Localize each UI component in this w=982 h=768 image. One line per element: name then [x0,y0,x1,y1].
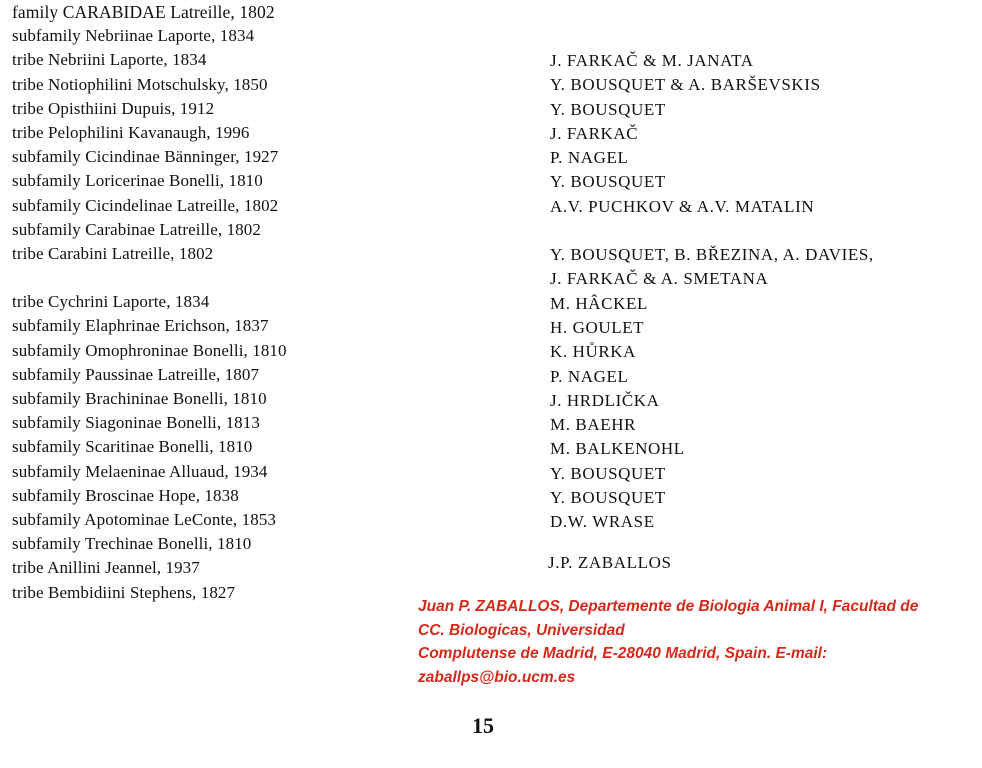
author-line: Y. BOUSQUET [550,463,666,483]
author-line: J. FARKAČ [550,123,639,143]
taxon-line: subfamily Omophroninae Bonelli, 1810 [12,340,287,360]
taxon-line: tribe Pelophilini Kavanaugh, 1996 [12,122,250,142]
taxon-line: tribe Bembidiini Stephens, 1827 [12,582,236,602]
taxon-line: tribe Opisthiini Dupuis, 1912 [12,98,215,118]
footnote-line: Juan P. ZABALLOS, Departemente de Biologia Animal I, Facultad de [418,598,919,615]
taxon-line: subfamily Siagoninae Bonelli, 1813 [12,413,260,433]
page-number: 15 [472,713,494,738]
taxon-line: tribe Anillini Jeannel, 1937 [12,558,200,578]
author-line: Y. BOUSQUET & A. BARŠEVSKIS [550,75,821,95]
taxon-line: subfamily Broscinae Hope, 1838 [12,485,239,505]
taxon-line: subfamily Brachininae Bonelli, 1810 [12,389,267,408]
taxon-line: subfamily Elaphrinae Erichson, 1837 [12,316,269,336]
author-line: A.V. PUCHKOV & A.V. MATALIN [550,196,815,216]
authors-column [550,49,970,575]
author-line: H. GOULET [550,317,645,337]
taxon-line: subfamily Cicindelinae Latreille, 1802 [12,195,279,215]
taxon-line: tribe Carabini Latreille, 1802 [12,243,214,263]
taxon-line: subfamily Scaritinae Bonelli, 1810 [12,437,253,457]
section-gap [12,266,412,290]
taxon-line: subfamily Loricerinae Bonelli, 1810 [12,171,263,191]
author-line: Y. BOUSQUET, B. BŘEZINA, A. DAVIES, [550,245,874,265]
taxon-line: tribe Nebriini Laporte, 1834 [12,50,207,70]
author-line: M. BALKENOHL [550,439,685,459]
taxon-line: subfamily Nebriinae Laporte, 1834 [12,26,255,46]
author-line: M. HÂCKEL [550,293,648,313]
taxa-column [12,0,412,605]
author-line: Y. BOUSQUET [550,488,666,508]
taxon-line: subfamily Carabinae Latreille, 1802 [12,219,261,239]
author-line: J. FARKAČ & M. JANATA [550,51,754,70]
author-line: Y. BOUSQUET [550,172,666,192]
author-line: J. FARKAČ & A. SMETANA [550,269,769,289]
footnote-line: Complutense de Madrid, E-28040 Madrid, Spain. E-mail: [418,645,828,662]
taxon-line: subfamily Apotominae LeConte, 1853 [12,509,277,529]
author-line: J. HRDLIČKA [550,390,660,410]
author-line: Y. BOUSQUET [550,99,666,119]
taxon-line: tribe Notiophilini Motschulsky, 1850 [12,74,268,94]
footnote-line: zaballps@bio.ucm.es [418,668,576,686]
author-line: J.P. ZABALLOS [548,552,672,572]
author-line: M. BAEHR [550,415,637,435]
taxon-line: family CARABIDAE Latreille, 1802 [12,2,275,22]
author-address-footnote [418,595,978,689]
author-line: K. HŮRKA [550,342,637,362]
footnote-line: CC. Biologicas, Universidad [418,621,625,639]
taxon-line: tribe Cychrini Laporte, 1834 [12,292,210,312]
author-line: P. NAGEL [550,366,629,386]
taxon-line: subfamily Paussinae Latreille, 1807 [12,364,260,384]
taxon-line: subfamily Melaeninae Alluaud, 1934 [12,461,268,481]
author-line: P. NAGEL [550,148,629,168]
section-gap [550,219,970,243]
taxon-line: subfamily Trechinae Bonelli, 1810 [12,534,252,554]
taxon-line: subfamily Cicindinae Bänninger, 1927 [12,147,279,167]
author-line: D.W. WRASE [550,512,655,532]
